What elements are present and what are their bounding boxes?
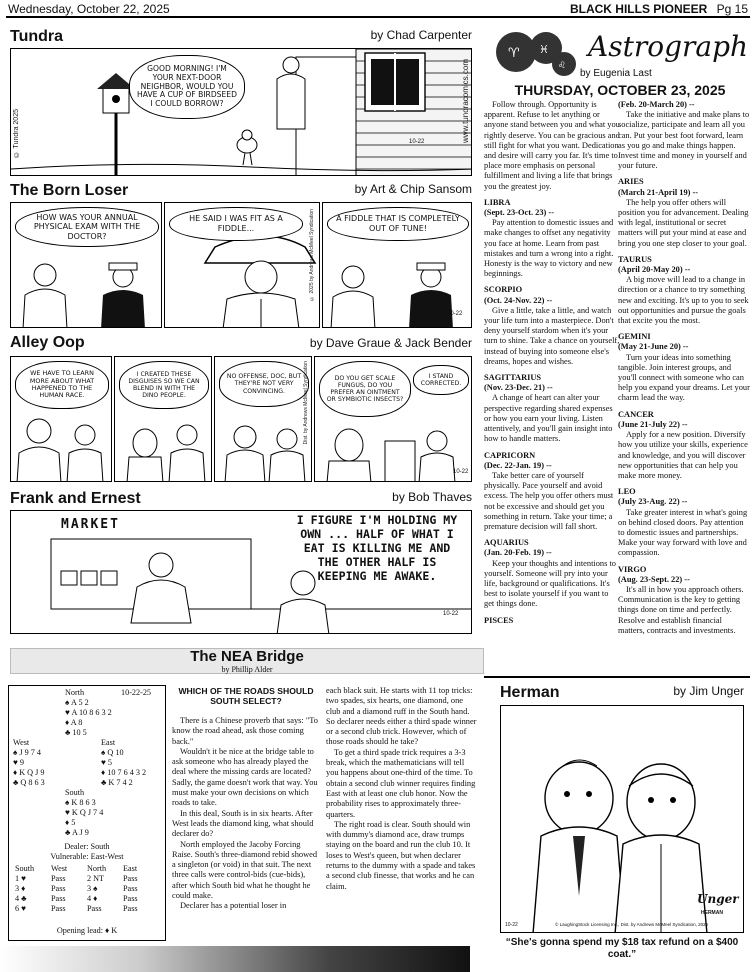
sign-sagittarius: SAGITTARIUS (Nov. 23-Dec. 21) -- A change of heart can alter your perspective regarding shared expenses or how you earn your living. Listen attentively, and you'll gain insight into how to handle matters. [484,373,613,444]
herman-panel [500,705,744,933]
born-loser-bubble-1: HOW WAS YOUR ANNUAL PHYSICAL EXAM WITH THE DOCTOR? [15,207,159,247]
svg-text:♈: ♈ [508,46,520,61]
footer-gradient-bar [0,946,470,972]
herman-strip-date: 10-22 [505,922,518,928]
header-date: Wednesday, October 22, 2025 [8,2,170,16]
alley-oop-bubble-3: NO OFFENSE, DOC, BUT THEY'RE NOT VERY CONVINCING. [219,361,309,407]
astrograph-column-1 [484,100,620,626]
north-label: North [65,688,85,697]
herman-credit: © LaughingStock Licensing Inc., Dist. by Andrews McMeel Syndication, 2025 [555,922,709,927]
sign-taurus: TAURUS (April 20-May 20) -- A big move will lead to a change in direction or a chance to try something new and exciting. It's up to you to seek out opportunities and pursue the goals that excite you the most. [618,254,749,326]
astrograph-date: THURSDAY, OCTOBER 23, 2025 [514,82,726,98]
auction-round: 1 ♥ Pass 2 NT Pass [15,874,138,883]
tundra-strip-date: 10-22 [409,139,425,145]
sign-cancer: CANCER (June 21-July 22) -- Apply for a new position. Diversify how you utilize your skills, experience and knowledge, and you will discover new opportunities that can help you make more money. [618,409,748,480]
sign-scorpio: SCORPIO (Oct. 24-Nov. 22) -- Give a little, take a little, and watch your life turn into a masterpiece. Don't deny yourself stardom when it's your turn to shine. Take a chance on yourself, instead of buying into someone else's dreams, hopes and wishes. [484,285,620,366]
auction-round: 4 ♣ Pass 4 ♦ Pass [15,894,138,903]
bridge-title: The NEA Bridge [190,648,304,665]
born-loser-panel-3 [322,202,472,328]
frank-ernest-dialogue: I FIGURE I'M HOLDING MY OWN ... HALF OF WHAT I EAT IS KILLING ME AND THE OTHER HALF IS KEEPING ME AWAKE. [296,513,458,583]
alley-oop-title: Alley Oop [10,334,85,351]
born-loser-bubble-3: A FIDDLE THAT IS COMPLETELY OUT OF TUNE! [327,207,469,241]
born-loser-byline: by Art & Chip Sansom [354,182,472,196]
tundra-panel [10,48,472,176]
opening-lead: Opening lead: ♦ K [56,926,118,935]
svg-text:♌: ♌ [558,61,567,71]
alley-oop-bubble-5: I STAND CORRECTED. [413,365,469,395]
sign-libra: LIBRA (Sept. 23-Oct. 23) -- Pay attention to domestic issues and make changes to offset any negativity you face at home. Learn from past mistakes and turn a wrong into a right. Honesty is the way to victory and new beginnings. [484,197,614,279]
auction-round: 3 ♦ Pass 3 ♠ Pass [15,884,138,893]
alley-oop-bubble-2: I CREATED THESE DISGUISES SO WE CAN BLEND IN WITH THE DINO PEOPLE. [119,361,209,409]
frank-ernest-market-sign: MARKET [61,517,120,532]
sign-aries: ARIES (March 21-April 19) -- The help you offer others will position you for advancement. Dealing with legal, institutional or secret matters will put your mind at ease and bring you one step closer to your goal. [618,177,749,248]
herman-byline: by Jim Unger [673,684,744,698]
auction-header: South West North East [15,864,138,873]
north-hand: ♠ A 5 2 ♥ A 10 8 6 3 2 ♦ A 8 ♣ 10 5 [65,698,112,737]
sign-capricorn: CAPRICORN (Dec. 22-Jan. 19) -- Take better care of yourself physically. Pace yourself and avoid excess. The help you offer others must not be excessive and should get you something in return. Take your time; a premature decision will fall short. [484,450,614,531]
bridge-byline: by Phillip Alder [221,665,273,674]
svg-text:♓: ♓ [539,43,549,56]
frank-ernest-byline: by Bob Thaves [392,490,472,504]
page-number: Pg 15 [716,2,748,16]
west-label: West [13,738,30,747]
bridge-headline: WHICH OF THE ROADS SHOULD SOUTH SELECT? [178,686,314,706]
alley-oop-panel-1 [10,356,112,482]
sign-pisces: (Feb. 20-March 20) -- Take the initiative and make plans to socialize, participate and learn all you can. Put your best foot forward, learn as you go and make things happen. Invest time and money in yourself and your future. [618,100,750,171]
tundra-site: www.tundracomics.com [461,59,470,144]
header-rule [6,16,750,18]
herman-caption: “She's gonna spend my $18 tax refund on a $400 coat.” [505,937,739,960]
south-label: South [65,788,85,797]
alley-oop-byline: by Dave Graue & Jack Bender [309,336,472,350]
sign-gemini: GEMINI (May 21-June 20) -- Turn your ideas into something tangible. Join interest groups, and you'll connect with someone who can help you expand your dreams. Let your charm lead the way. [618,332,750,403]
herman-label: HERMAN [701,910,723,916]
east-label: East [101,738,116,747]
tundra-artwork [11,49,472,176]
astrograph-title: Astrograph [588,30,749,63]
born-loser-bubble-2: HE SAID I WAS FIT AS A FIDDLE... [169,207,303,241]
born-loser-credit: © 2025 by Andrews McMeel Syndication [309,209,315,301]
alley-oop-strip-date: 10-22 [453,469,469,475]
sign-virgo: VIRGO (Aug. 23-Sept. 22) -- It's all in how you approach others. Communication is the key to getting things done on time and perfectly. Resolve and establish financial matters, contracts and investments. [618,564,744,635]
born-loser-strip-date: 10-22 [447,311,463,317]
east-hand: ♠ Q 10 ♥ 5 ♦ 10 7 6 4 3 2 ♣ K 7 4 2 [101,748,147,787]
born-loser-panel-1 [10,202,162,328]
bridge-column-2: each black suit. He starts with 11 top tricks: two spades, six hearts, one diamond, one club and a diamond ruff in the South hand. So declarer needs either a third spade winner or a second club trick. However, which of those roads should he take? To get a third spade trick requires a 3-3 break, which the mathematicians will tell you happens about one-third of the time. To obtain a second club winner requires finding East with at least one club honor. Now the probability rises to approximately three-quarters. The right road is clear. South should win with dummy's diamond ace, draw trumps staying on the board and run the club 10. It loses to West's queen, but when declarer returns to the dummy with a spade and takes a second club finesse, that works and he can claim. [326,686,477,891]
dealer-info: Dealer: South Vulnerable: East-West [50,842,124,861]
bridge-deal-diagram [8,685,166,941]
alley-oop-credit: Dist. by Andrews McMeel Syndication [303,361,309,445]
sign-pisces-heading: PISCES [484,615,514,625]
auction-table [15,864,159,914]
publication-name: BLACK HILLS PIONEER [569,2,708,16]
deal-date: 10-22-25 [121,688,152,697]
alley-oop-panel-3 [214,356,312,482]
bridge-column-1: There is a Chinese proverb that says: "To know the road ahead, ask those coming back." Wouldn't it be nice at the bridge table to ask someone who has already played the deal where the missing cards are located? Sadly, the game doesn't work that way. You must make your own decisions on which roads to take. In this deal, South is in six hearts. After West leads the diamond king, what should declarer do? North employed the Jacoby Forcing Raise. South's three-diamond rebid showed a singleton (or void) in that suit. The next three calls were control-bids (cue-bids), after which South bid what he thought he could make. Declarer has a potential loser in [172,716,318,911]
frank-ernest-title: Frank and Ernest [10,490,141,507]
alley-oop-bubble-4: DO YOU GET SCALE FUNGUS, DO YOU PREFER AN OINTMENT OR SYMBIOTIC INSECTS? [319,361,411,417]
born-loser-title: The Born Loser [10,182,129,199]
tundra-copyright: © Tundra 2025 [13,109,20,158]
sign-leo: LEO (July 23-Aug. 22) -- Take greater interest in what's going on behind closed doors. Pay attention to domestic issues and partnerships. Make your way forward with love and compassion. [618,487,748,558]
header-publication [570,2,748,16]
herman-title: Herman [500,684,560,701]
tundra-byline: by Chad Carpenter [370,28,472,42]
alley-oop-panel-4 [314,356,472,482]
south-hand: ♠ K 8 6 3 ♥ K Q J 7 4 ♦ 5 ♣ A J 9 [65,798,104,837]
frank-ernest-panel [10,510,472,634]
herman-signature: Unger [697,892,739,906]
astrograph-intro: Follow through. Opportunity is apparent. Refuse to let anything or anyone stand between you and what you rightly deserve. You can be gracious and still fight for what you want. Dedication and desire will carry you far. It's time to place more emphasis on personal fulfillment and living a life that brings you the greatest joy. [484,100,620,191]
alley-oop-panel-2 [114,356,212,482]
tundra-speech-bubble: GOOD MORNING! I'M YOUR NEXT-DOOR NEIGHBOR, WOULD YOU HAVE A CUP OF BIRDSEED I COULD BORROW? [129,55,245,119]
frank-ernest-strip-date: 10-22 [443,611,459,617]
west-hand: ♠ J 9 7 4 ♥ 9 ♦ K Q J 9 ♣ Q 8 6 3 [13,748,45,787]
sign-aquarius: AQUARIUS (Jan. 20-Feb. 19) -- Keep your thoughts and intentions to yourself. Someone will pry into your life, background or qualifications. It's best to isolate yourself if you want to get things done. [484,538,616,609]
astrograph-byline: by Eugenia Last [580,68,652,79]
zodiac-symbols-icon [494,28,580,80]
tundra-title: Tundra [10,28,64,45]
born-loser-panel-2 [164,202,320,328]
auction-round: 6 ♥ Pass Pass Pass [15,904,138,913]
alley-oop-bubble-1: WE HAVE TO LEARN MORE ABOUT WHAT HAPPENED TO THE HUMAN RACE. [15,361,109,409]
astrograph-column-2 [618,100,750,636]
herman-top-rule [484,676,750,678]
